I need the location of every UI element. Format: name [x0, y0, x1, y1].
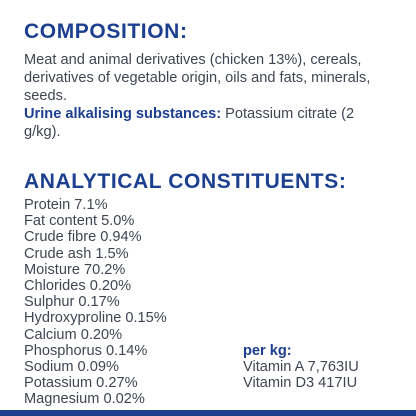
constituent-item: Potassium 0.27%	[24, 375, 138, 392]
constituent-item: Hydroxyproline 0.15%	[24, 310, 167, 327]
constituent-item: Chlorides 0.20%	[24, 278, 132, 295]
analytical-constituents-title: ANALYTICAL CONSTITUENTS:	[24, 170, 347, 193]
urine-alkalising-label: Urine alkalising substances:	[24, 106, 222, 122]
constituent-item: Crude ash 1.5%	[24, 245, 129, 262]
urine-alkalising-value: Potassium citrate (2 g/kg).	[24, 106, 355, 140]
per-kg-section	[243, 343, 359, 392]
vitamin-item: Vitamin D3 417IU	[243, 375, 358, 392]
vitamin-item: Vitamin A 7,763IU	[243, 359, 359, 376]
constituent-item: Calcium 0.20%	[24, 326, 123, 343]
constituent-item: Protein 7.1%	[24, 197, 108, 213]
constituent-item: Crude fibre 0.94%	[24, 229, 142, 246]
composition-title: COMPOSITION:	[24, 20, 188, 43]
urine-alkalising-line	[24, 105, 394, 141]
constituent-item: Fat content 5.0%	[24, 213, 135, 230]
constituent-item: Sulphur 0.17%	[24, 294, 120, 311]
per-kg-heading: per kg:	[243, 343, 292, 359]
bottom-accent-bar	[0, 410, 416, 416]
constituent-item: Sodium 0.09%	[24, 359, 119, 376]
constituent-item: Phosphorus 0.14%	[24, 342, 148, 359]
constituent-item: Moisture 70.2%	[24, 261, 126, 278]
composition-section	[24, 51, 394, 141]
analytical-constituents-list	[24, 197, 167, 408]
constituent-item: Magnesium 0.02%	[24, 391, 145, 408]
composition-text: Meat and animal derivatives (chicken 13%), cereals, derivatives of vegetable origin, oils and fats, minerals, seeds.	[24, 52, 371, 104]
vitamin-list	[243, 359, 359, 391]
